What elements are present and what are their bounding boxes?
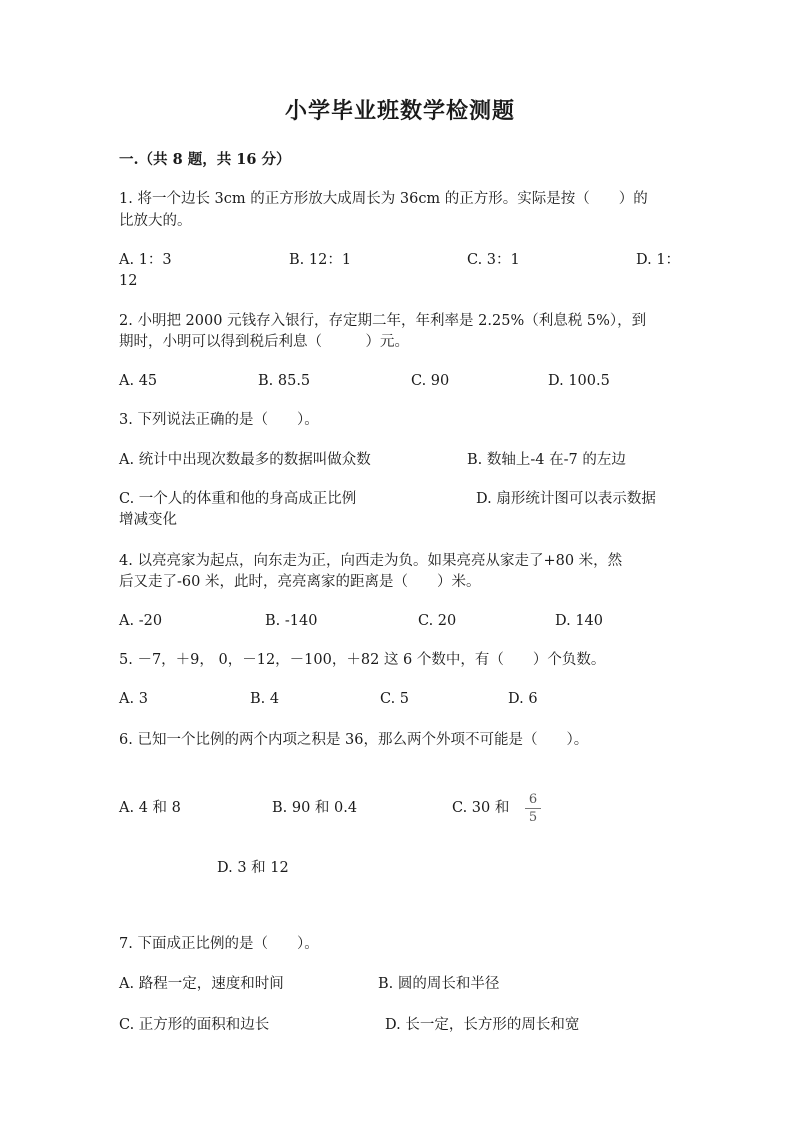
question-1-option-d-continued: 12 — [119, 273, 138, 289]
question-7-option-a: A. 路程一定，速度和时间 — [119, 976, 284, 992]
question-5-text-line-1: 5. －7，＋9， 0，－12，－100，＋82 这 6 个数中，有（ ）个负数。 — [119, 652, 606, 668]
fraction-numerator: 6 — [528, 792, 538, 807]
question-1-text-line-2: 比放大的。 — [119, 213, 192, 229]
question-4-text-line-1: 4. 以亮亮家为起点，向东走为正，向西走为负。如果亮亮从家走了+80 米，然 — [119, 553, 623, 569]
question-3-option-a: A. 统计中出现次数最多的数据叫做众数 — [119, 452, 371, 468]
fraction-denominator: 5 — [528, 810, 538, 825]
page-title: 小学毕业班数学检测题 — [284, 98, 515, 124]
question-4-option-c: C. 20 — [418, 613, 457, 629]
question-6-option-c: C. 30 和 — [452, 800, 510, 816]
question-5-option-d: D. 6 — [508, 691, 538, 707]
question-3-text-line-1: 3. 下列说法正确的是（ ）。 — [119, 412, 319, 428]
question-4-option-a: A. -20 — [119, 613, 163, 629]
question-1-text-line-1: 1. 将一个边长 3cm 的正方形放大成周长为 36cm 的正方形。实际是按（ ）的 — [119, 191, 648, 207]
question-5-option-b: B. 4 — [250, 691, 280, 707]
question-7-text-line-1: 7. 下面成正比例的是（ ）。 — [119, 936, 319, 952]
question-1-option-d: D. 1： — [636, 252, 681, 268]
question-4-option-b: B. -140 — [265, 613, 318, 629]
question-2-option-a: A. 45 — [119, 373, 158, 389]
question-5-option-c: C. 5 — [380, 691, 410, 707]
question-5-option-a: A. 3 — [119, 691, 148, 707]
question-3-option-b: B. 数轴上-4 在-7 的左边 — [467, 452, 626, 468]
question-7-option-b: B. 圆的周长和半径 — [378, 976, 500, 992]
fraction-bar — [525, 808, 541, 809]
section-heading: 一.（共 8 题，共 16 分） — [119, 151, 291, 168]
question-2-text-line-2: 期时，小明可以得到税后利息（ ）元。 — [119, 334, 409, 350]
question-6-option-d: D. 3 和 12 — [217, 860, 289, 876]
fraction-six-fifths — [524, 792, 542, 825]
question-3-option-d: D. 扇形统计图可以表示数据 — [476, 491, 656, 507]
question-1-option-a: A. 1：3 — [119, 252, 172, 268]
question-7-option-d: D. 长一定，长方形的周长和宽 — [385, 1017, 580, 1033]
question-4-option-d: D. 140 — [555, 613, 604, 629]
question-3-option-c: C. 一个人的体重和他的身高成正比例 — [119, 491, 357, 507]
question-4-text-line-2: 后又走了-60 米，此时，亮亮离家的距离是（ ）米。 — [119, 574, 481, 590]
question-1-option-c: C. 3：1 — [467, 252, 520, 268]
question-6-option-a: A. 4 和 8 — [119, 800, 181, 816]
question-1-option-b: B. 12：1 — [289, 252, 352, 268]
question-2-option-b: B. 85.5 — [258, 373, 311, 389]
question-6-option-b: B. 90 和 0.4 — [272, 800, 358, 816]
question-7-option-c: C. 正方形的面积和边长 — [119, 1017, 270, 1033]
question-2-option-d: D. 100.5 — [548, 373, 610, 389]
question-3-option-d-continued: 增减变化 — [119, 512, 177, 528]
question-6-text-line-1: 6. 已知一个比例的两个内项之积是 36，那么两个外项不可能是（ ）。 — [119, 732, 589, 748]
question-2-option-c: C. 90 — [411, 373, 450, 389]
question-2-text-line-1: 2. 小明把 2000 元钱存入银行，存定期二年，年利率是 2.25%（利息税 5%），到 — [119, 313, 647, 329]
